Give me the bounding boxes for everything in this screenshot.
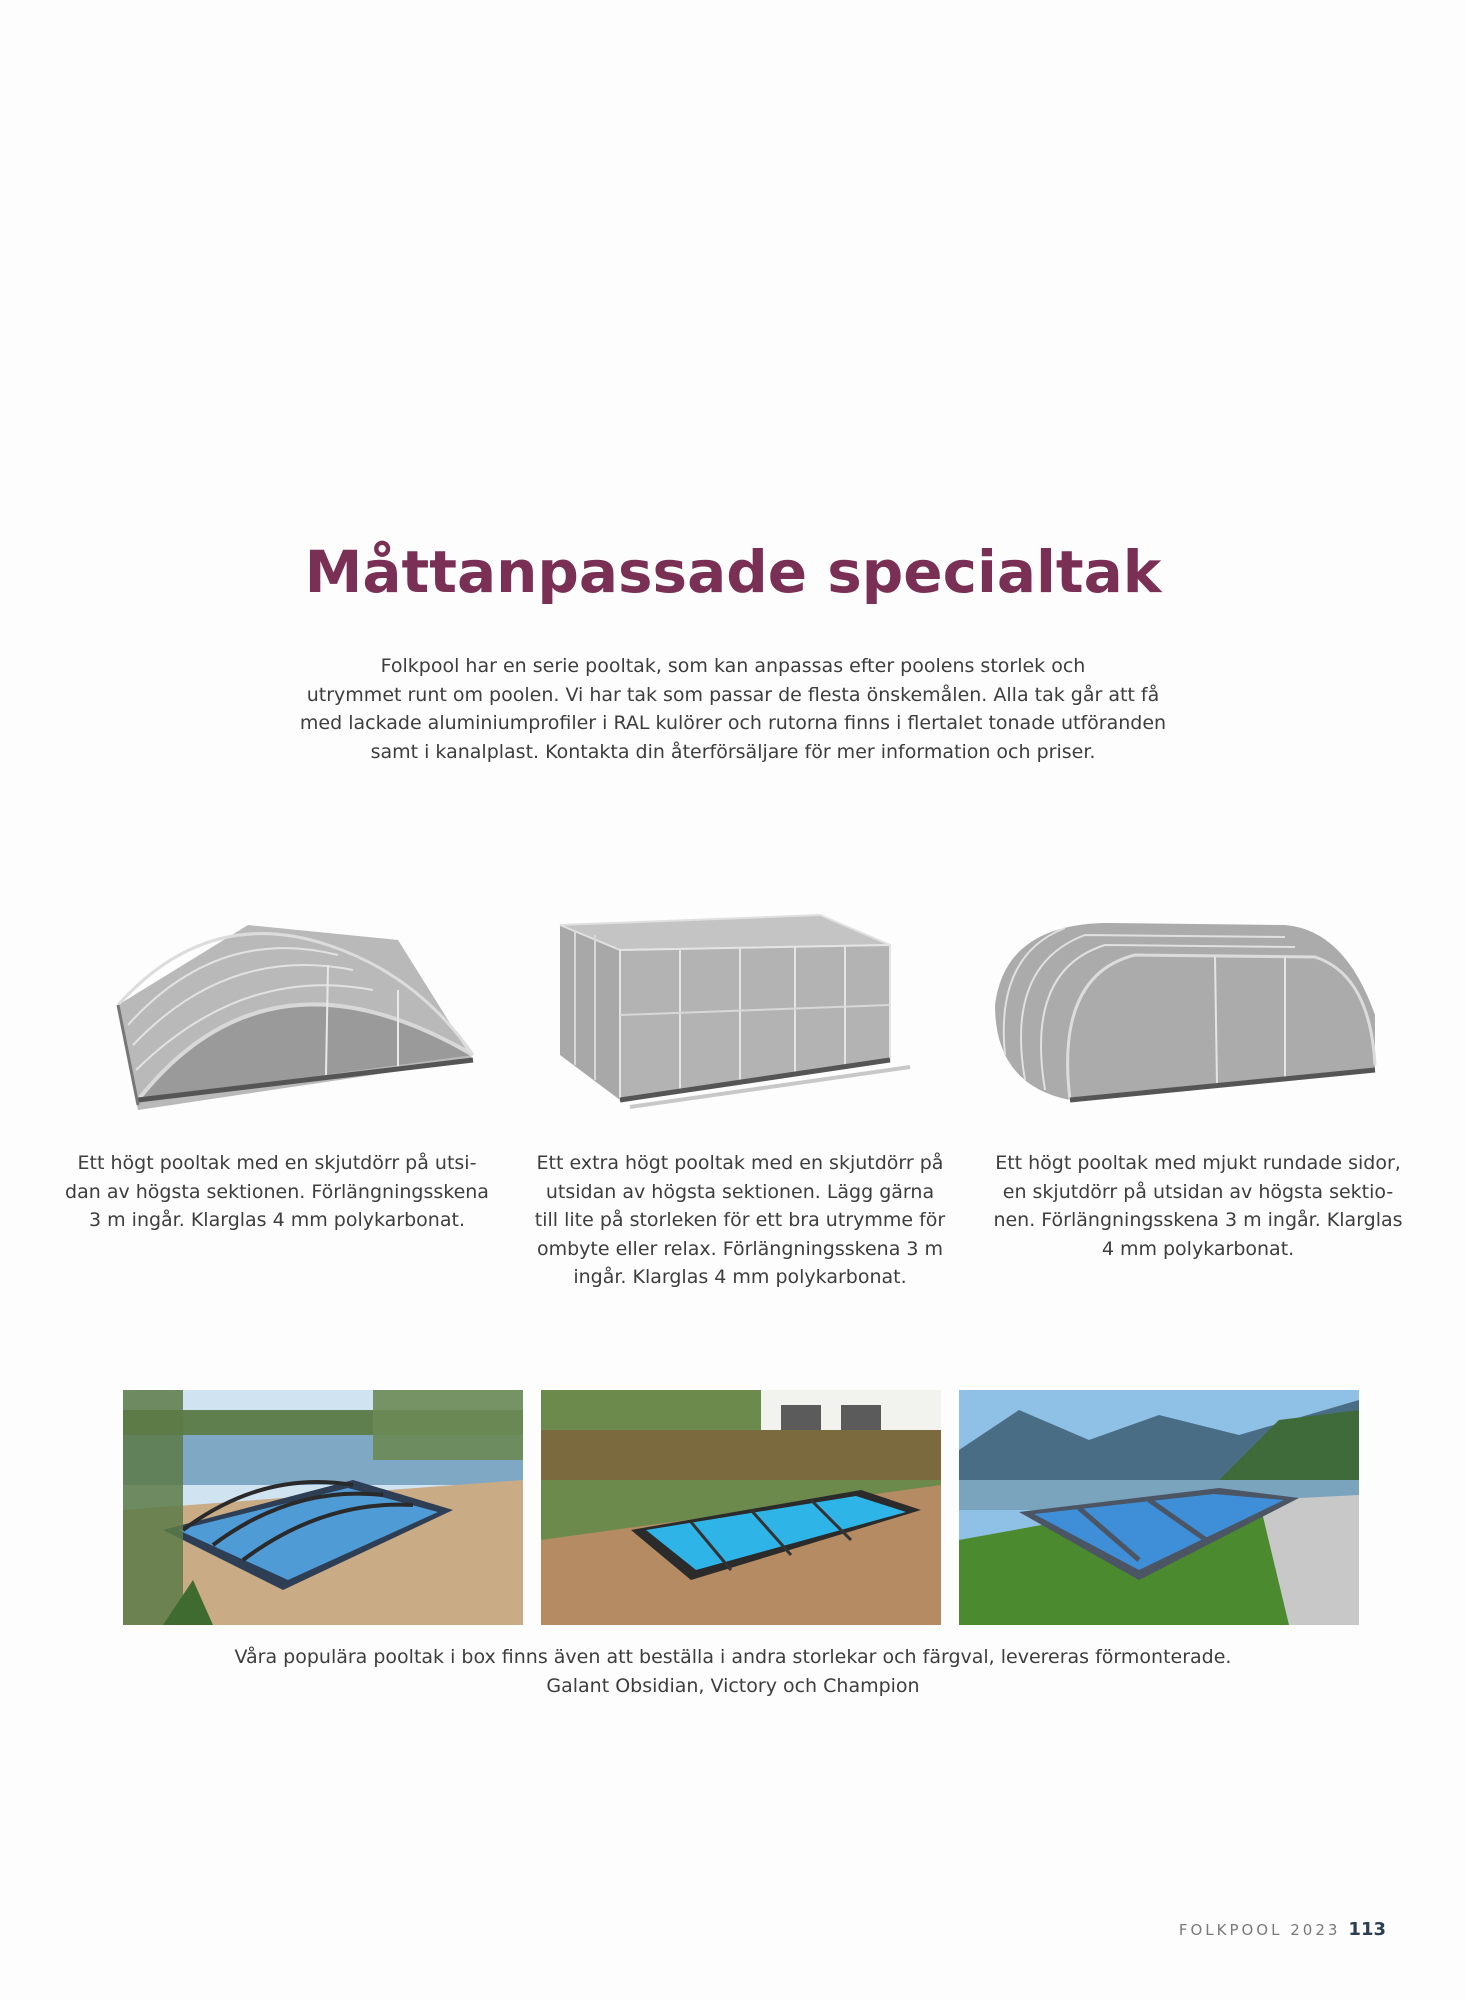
description-line: 4 mm polykarbonat. [1101,1237,1295,1260]
intro-line: utrymmet runt om poolen. Vi har tak som passar de flesta önskemålen. Alla tak går att få [306,683,1160,706]
description-line: Ett extra högt pooltak med en skjutdörr på [536,1152,944,1174]
description-line: Ett högt pooltak med en skjutdörr på utsi- [77,1152,477,1174]
page-footer [1179,1919,1386,1940]
photo-caption [183,1643,1283,1700]
footer-brand: FOLKPOOL 2023 [1178,1921,1341,1939]
page-number: 113 [1348,1919,1386,1940]
description-line: nen. Förlängningsskena 3 m ingår. Klarglas [993,1209,1403,1231]
description-line: dan av högsta sektionen. Förlängningsskena [65,1180,489,1203]
product-description-1 [62,1149,492,1235]
intro-paragraph [283,652,1183,766]
description-line: Ett högt pooltak med mjukt rundade sidor, [995,1152,1401,1174]
intro-line: samt i kanalplast. Kontakta din återförsäljare för mer information och priser. [370,740,1096,763]
caption-line: Galant Obsidian, Victory och Champion [546,1674,920,1697]
intro-line: med lackade aluminiumprofiler i RAL kulörer och rutorna finns i flertalet tonade utföranden [299,712,1167,734]
description-line: till lite på storleken för ett bra utrymme för [534,1209,946,1231]
product-description-2 [525,1149,955,1292]
photo-mountain-pool [959,1390,1359,1625]
description-line: utsidan av högsta sektionen. Lägg gärna [545,1180,935,1203]
description-line: ingår. Klarglas 4 mm polykarbonat. [573,1266,907,1288]
description-line: en skjutdörr på utsidan av högsta sektio- [1002,1180,1394,1203]
page-title: Måttanpassade specialtak [304,538,1162,606]
description-line: 3 m ingår. Klarglas 4 mm polykarbonat. [88,1209,465,1231]
photo-lake-pool [123,1390,523,1625]
caption-line: Våra populära pooltak i box finns även att beställa i andra storlekar och färgval, levereras förmonterade. [234,1646,1232,1668]
photo-garden-pool [541,1390,941,1625]
intro-line: Folkpool har en serie pooltak, som kan anpassas efter poolens storlek och [380,655,1086,677]
product-image-rounded [985,895,1405,1115]
product-image-high-dome [98,895,518,1115]
product-image-extra-high [530,895,950,1115]
product-description-3 [983,1149,1413,1263]
description-line: ombyte eller relax. Förlängningsskena 3 m [536,1237,944,1260]
